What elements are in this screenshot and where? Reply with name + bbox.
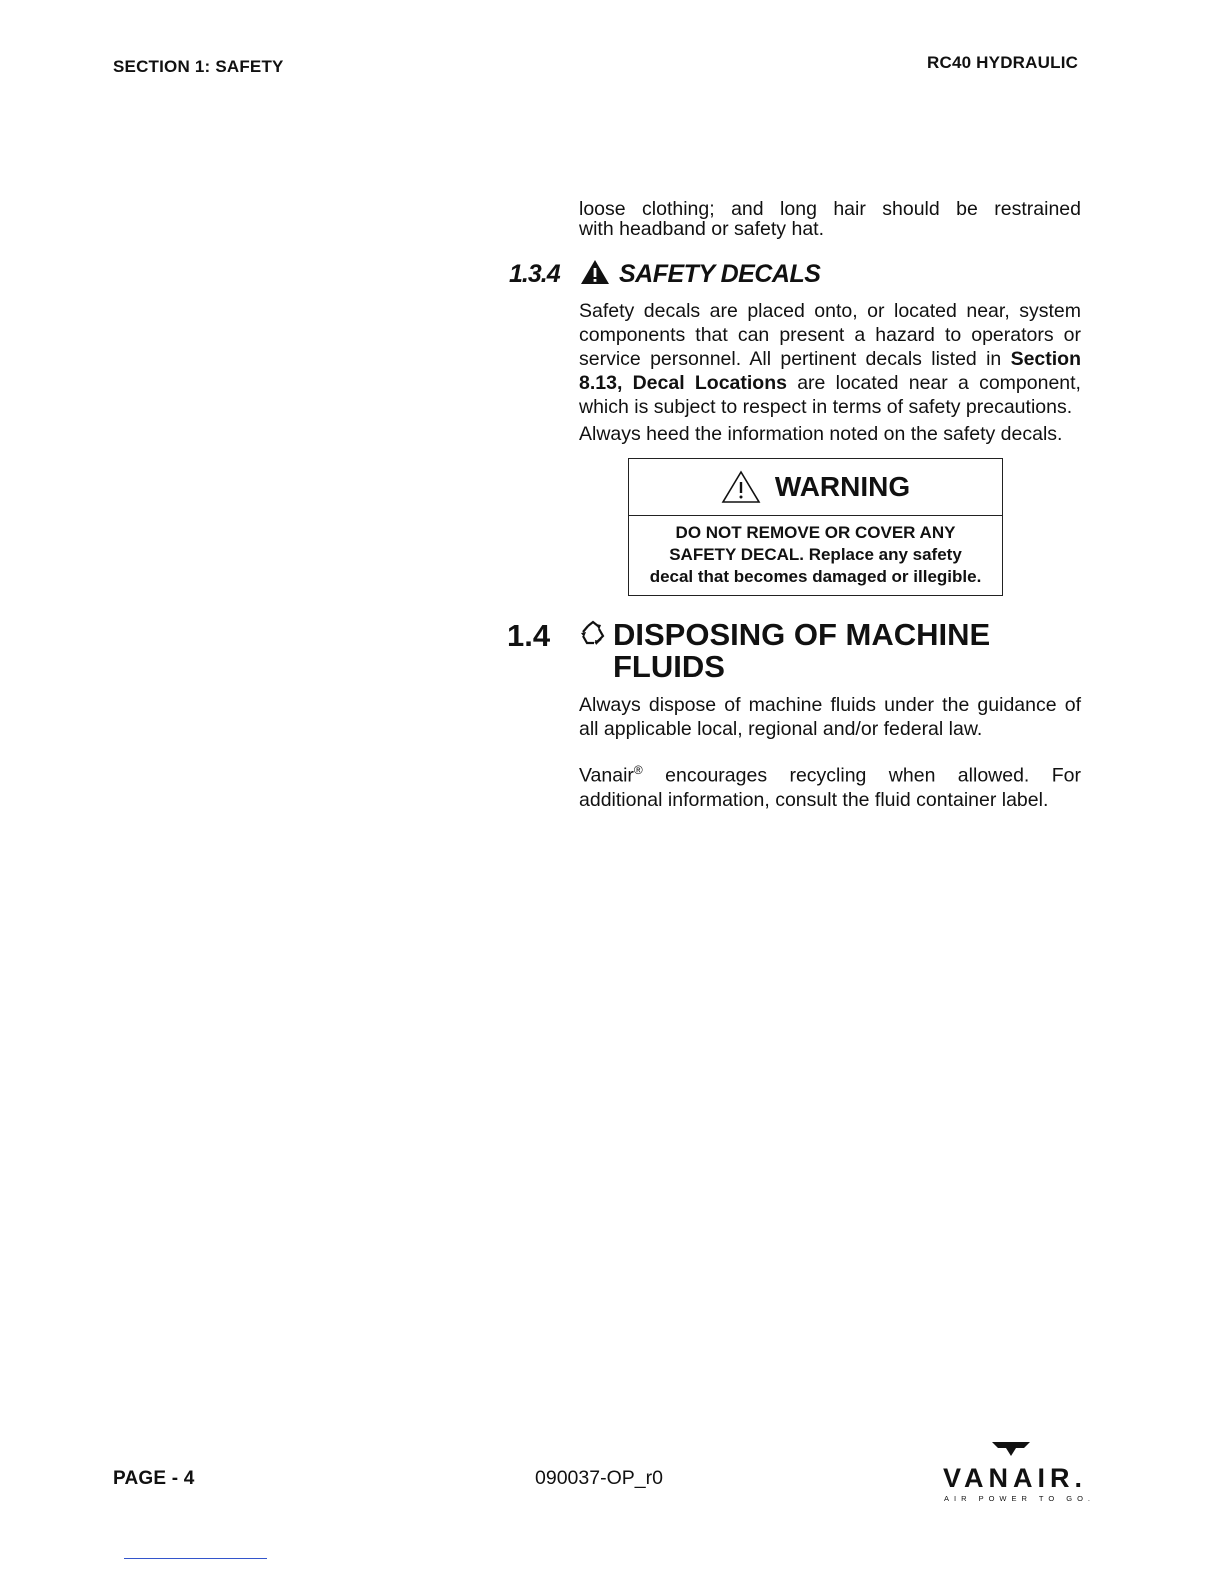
disposal-paragraph: Always dispose of machine fluids under the guidance of all applicable local, regional and/or federal law. [579, 694, 1081, 740]
logo-tagline: AIR POWER TO GO. [944, 1494, 1095, 1503]
intro-paragraph [579, 197, 1081, 241]
section-title-line-1: DISPOSING OF MACHINE [613, 617, 991, 652]
vanair-logo-mark [990, 1440, 1032, 1458]
registered-mark: ® [633, 763, 643, 777]
warning-line-3: decal that becomes damaged or illegible. [649, 567, 982, 586]
brand-name: Vanair [579, 764, 634, 787]
recycling-text: encourages recycling when allowed. For additional information, consult the fluid container label. [579, 764, 1081, 811]
recycling-paragraph [579, 758, 1081, 812]
warning-box [628, 458, 1003, 596]
subsection-title: SAFETY DECALS [619, 260, 821, 288]
section-header: SECTION 1: SAFETY [113, 57, 284, 76]
warning-line-2: SAFETY DECAL. Replace any safety [669, 545, 962, 564]
section-number: 1.4 [507, 618, 551, 653]
subsection-number: 1.3.4 [509, 260, 560, 288]
warning-body [629, 516, 1002, 594]
warning-header [629, 459, 1002, 516]
paragraph-text: Safety decals are placed onto, or located near, system components that can present a hazard to operators or service personnel. All pertinent decals listed in [579, 300, 1081, 370]
intro-line-2: with headband or safety hat. [579, 218, 824, 240]
paragraph-text-cont: are located near a component, which is subject to respect in terms of safety precautions. [579, 372, 1081, 418]
warning-line-1: DO NOT REMOVE OR COVER ANY [675, 523, 956, 542]
intro-line-1: loose clothing; and long hair should be restrained [579, 198, 1081, 220]
section-title [613, 619, 990, 683]
safety-decals-last-line: Always heed the information noted on the safety decals. [579, 423, 1063, 445]
warning-triangle-filled-icon [580, 259, 610, 285]
section-title-line-2: FLUIDS [613, 649, 725, 684]
page-number: PAGE - 4 [113, 1468, 195, 1489]
decal-locations-reference: Section 8.13, Decal Locations [579, 348, 1081, 394]
safety-decals-paragraph [579, 299, 1081, 419]
warning-title: WARNING [774, 471, 911, 502]
logo-word: VANAIR. [943, 1463, 1088, 1493]
recycle-icon [579, 619, 607, 647]
footer-rule [124, 1558, 267, 1559]
document-id: 090037-OP_r0 [535, 1467, 663, 1489]
warning-triangle-outline-icon [721, 470, 761, 504]
product-header: RC40 HYDRAULIC [927, 53, 1079, 72]
